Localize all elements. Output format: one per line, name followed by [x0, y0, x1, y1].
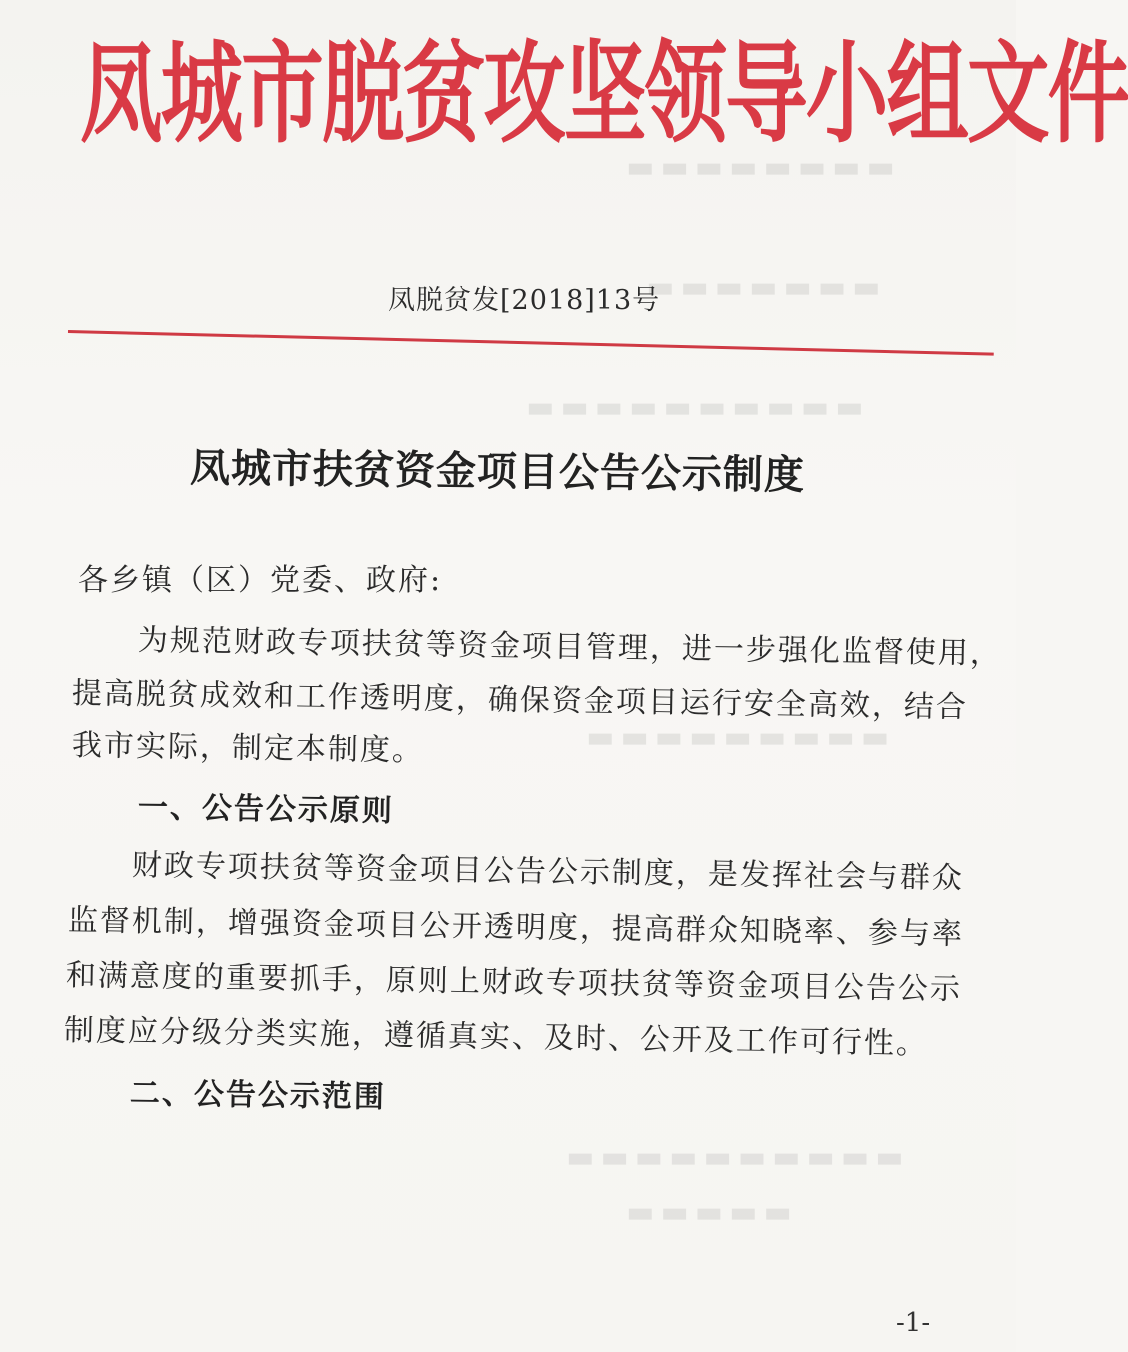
bleed-through-texture: ▬▬▬▬▬▬▬▬▬▬: [560, 1140, 904, 1175]
page-number: -1-: [896, 1308, 931, 1338]
bleed-through-texture: ▬▬▬▬▬▬▬▬: [620, 150, 895, 185]
intro-line-1: 为规范财政专项扶贫等资金项目管理，进一步强化监督使用，: [137, 623, 1003, 672]
intro-line-3: 我市实际，制定本制度。: [71, 728, 425, 769]
issuer-header-title: 凤城市脱贫攻坚领导小组文件: [80, 31, 1128, 160]
section-1-line-3: 和满意度的重要抓手，原则上财政专项扶贫等资金项目公告公示: [65, 958, 963, 1008]
bleed-through-texture: ▬▬▬▬▬▬▬▬▬▬: [520, 390, 864, 425]
header-red-rule: [68, 330, 994, 356]
salutation: 各乡镇（区）党委、政府:: [78, 563, 443, 598]
bleed-through-texture: ▬▬▬▬▬▬▬: [640, 270, 881, 305]
section-2-heading: 二、公告公示范围: [129, 1076, 387, 1116]
document-title: 凤城市扶贫资金项目公告公示制度: [189, 444, 806, 499]
section-1-heading: 一、公告公示原则: [137, 790, 395, 830]
section-1-line-4: 制度应分级分类实施，遵循真实、及时、公开及工作可行性。: [63, 1013, 929, 1062]
section-1-line-2: 监督机制，增强资金项目公开透明度，提高群众知晓率、参与率: [67, 903, 965, 953]
bleed-through-texture: ▬▬▬▬▬▬▬▬▬: [580, 720, 890, 755]
bleed-through-texture: ▬▬▬▬▬: [620, 1195, 792, 1230]
section-1-line-1: 财政专项扶贫等资金项目公告公示制度，是发挥社会与群众: [131, 848, 965, 897]
intro-line-2: 提高脱贫成效和工作透明度，确保资金项目运行安全高效，结合: [71, 676, 969, 726]
document-number: 凤脱贫发[2018]13号: [388, 285, 661, 316]
